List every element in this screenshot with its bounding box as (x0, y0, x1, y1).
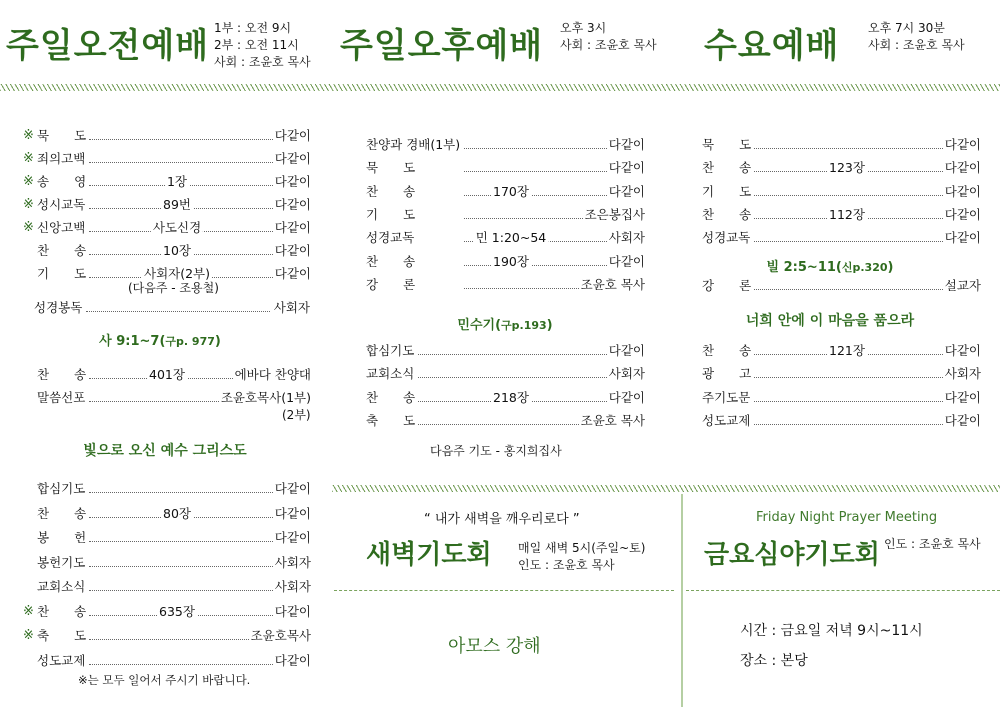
morning-reading-row (34, 298, 310, 318)
order-row (23, 602, 311, 622)
row-leader: 다같이 (607, 252, 645, 272)
row-label: 성경교독 (366, 230, 415, 246)
leader-dots (464, 265, 611, 267)
row-detail: 218장 (491, 388, 531, 408)
row-detail: 121장 (827, 341, 867, 361)
leader-dots (89, 541, 277, 543)
dawn-info-line: 인도 : 조윤호 목사 (518, 558, 615, 572)
row-leader: 다같이 (607, 341, 645, 361)
row-label: 찬 송 (702, 343, 752, 358)
friday-leader: 인도 : 조윤호 목사 (884, 537, 981, 551)
standing-mark: ※ (23, 628, 34, 643)
order-row (37, 577, 311, 597)
order-row (37, 553, 311, 573)
row-leader: 사회자 (607, 228, 645, 248)
order-row (366, 388, 645, 408)
row-label: 광 고 (702, 366, 752, 382)
morning-info-line: 1부 : 오전 9시 (214, 21, 292, 35)
row-leader: 다같이 (943, 182, 981, 202)
row-leader: 다같이 (943, 388, 981, 408)
order-row (37, 479, 311, 499)
order-row (23, 218, 311, 238)
order-row (702, 135, 981, 155)
morning-info-line: 사회 : 조윤호 목사 (214, 55, 311, 69)
order-row (366, 158, 645, 178)
row-detail: 사회자(2부) (142, 264, 212, 284)
row-leader: 조윤호 목사 (579, 411, 645, 431)
order-row (702, 276, 981, 296)
standing-mark: ※ (23, 174, 34, 189)
row-leader: 사회자 (607, 364, 645, 384)
afternoon-next-prayer: 다음주 기도 - 홍지희집사 (430, 444, 562, 458)
order-row (366, 341, 645, 361)
order-row (702, 158, 981, 178)
order-row (702, 182, 981, 202)
leader-dots (754, 195, 947, 197)
order-row (37, 651, 311, 671)
row-label: 말씀선포 (37, 390, 86, 405)
friday-place: 장소 : 본당 (740, 653, 808, 669)
wednesday-scripture: 빌 2:5~11(신p.320) (766, 260, 894, 275)
prayer-next-week: (다음주 - 조용철) (128, 281, 219, 295)
row-leader: 사회자 (273, 577, 311, 597)
order-row (366, 135, 645, 155)
row-leader: 다같이 (943, 411, 981, 431)
row-leader: 다같이 (943, 228, 981, 248)
afternoon-title: 주일오후예배 (340, 26, 544, 66)
row-leader: 다같이 (273, 264, 311, 284)
row-leader: 다같이 (273, 479, 311, 499)
row-leader: 다같이 (273, 218, 311, 238)
order-row (366, 364, 645, 384)
row-label: 봉헌기도 (37, 554, 86, 570)
row-leader: 다같이 (943, 158, 981, 178)
row-leader: 에바다 찬양대 (233, 365, 311, 385)
row-label: 합심기도 (366, 343, 415, 358)
row-label: 강 론 (702, 278, 752, 293)
standing-mark: ※ (23, 603, 34, 619)
order-row (702, 364, 981, 384)
friday-dashed-line (686, 590, 1000, 591)
row-label: 봉 헌 (37, 530, 87, 545)
row-leader: 다같이 (607, 182, 645, 202)
vertical-divider (681, 494, 683, 707)
leader-dots (464, 195, 611, 197)
leader-dots (89, 664, 277, 666)
row-leader: 조은봉집사 (583, 205, 645, 225)
row-label: 찬 송 (366, 253, 416, 269)
order-row (366, 252, 645, 272)
wednesday-info (868, 20, 965, 54)
leader-dots (89, 139, 277, 141)
row-detail: 사도신경 (151, 218, 203, 238)
leader-dots (418, 354, 611, 356)
row-label: 기 도 (366, 206, 416, 222)
morning-info-line: 2부 : 오전 11시 (214, 38, 299, 52)
row-leader: 다같이 (607, 388, 645, 408)
row-leader: 다같이 (943, 135, 981, 155)
row-leader: 다같이 (273, 172, 311, 192)
row-leader: 조윤호목사(1부) (219, 388, 311, 408)
friday-time: 시간 : 금요일 저녁 9시~11시 (740, 623, 923, 639)
order-row (23, 172, 311, 192)
row-label: 찬 송 (702, 206, 752, 222)
order-row (702, 205, 981, 225)
row-detail: 10장 (161, 241, 193, 261)
row-detail: 112장 (827, 205, 867, 225)
row-label: 성시교독 (37, 197, 86, 212)
afternoon-info-line: 오후 3시 (560, 21, 607, 35)
order-row (37, 528, 311, 548)
dawn-info (518, 540, 645, 574)
friday-title: 금요심야기도회 (704, 540, 880, 570)
wednesday-sermon-title: 너희 안에 이 마음을 품으라 (745, 313, 915, 329)
row-label: 기 도 (37, 266, 87, 281)
row-leader: 다같이 (273, 241, 311, 261)
afternoon-info-line: 사회 : 조윤호 목사 (560, 38, 657, 52)
order-row (37, 388, 311, 408)
row-detail: 635장 (157, 602, 197, 622)
row-label: 축 도 (37, 628, 87, 643)
row-label: 죄의고백 (37, 151, 86, 166)
leader-dots (754, 241, 947, 243)
morning-info (214, 20, 311, 71)
order-row (702, 228, 981, 248)
row-leader: 사회자 (272, 298, 310, 318)
leader-dots (754, 401, 947, 403)
leader-dots (464, 148, 611, 150)
standing-mark: ※ (23, 220, 34, 235)
row-label: 묵 도 (702, 137, 752, 152)
row-label: 성도교제 (37, 652, 86, 668)
row-detail: 80장 (161, 504, 193, 524)
row-detail: 170장 (491, 182, 531, 202)
order-row (702, 388, 981, 408)
standing-mark: ※ (23, 197, 34, 212)
leader-dots (754, 289, 947, 291)
wednesday-info-line: 오후 7시 30분 (868, 21, 945, 35)
order-row (23, 149, 311, 169)
row-leader: 사회자 (273, 553, 311, 573)
row-label: 교회소식 (366, 366, 415, 382)
row-leader: 다같이 (943, 205, 981, 225)
second-service-label: (2부) (282, 408, 311, 422)
row-label: 찬 송 (366, 389, 416, 405)
row-label: 찬 송 (37, 505, 87, 521)
leader-dots (89, 590, 277, 592)
order-row (37, 504, 311, 524)
row-label: 성경봉독 (34, 300, 83, 315)
row-leader: 사회자 (943, 364, 981, 384)
row-label: 강 론 (366, 276, 416, 292)
row-detail: 89번 (161, 195, 193, 215)
dawn-dashed-line (334, 590, 674, 591)
order-row (702, 411, 981, 431)
morning-sermon-title: 빛으로 오신 예수 그리스도 (83, 443, 247, 459)
row-leader: 다같이 (607, 158, 645, 178)
order-row (366, 275, 645, 295)
row-label: 축 도 (366, 412, 416, 428)
row-leader: 다같이 (273, 149, 311, 169)
row-label: 찬 송 (702, 160, 752, 176)
wednesday-info-line: 사회 : 조윤호 목사 (868, 38, 965, 52)
row-label: 송 영 (37, 174, 87, 189)
row-label: 성도교제 (702, 412, 751, 428)
row-label: 교회소식 (37, 579, 86, 594)
row-label: 기 도 (702, 183, 752, 199)
wednesday-title: 수요예배 (704, 26, 840, 66)
row-label: 찬 송 (37, 367, 87, 382)
order-row (23, 626, 311, 646)
row-label: 합심기도 (37, 481, 86, 496)
order-row (366, 182, 645, 202)
leader-dots (754, 424, 947, 426)
row-leader: 다같이 (607, 135, 645, 155)
row-label: 묵 도 (366, 160, 416, 176)
row-detail: 민 1:20~54 (474, 228, 549, 248)
row-label: 묵 도 (37, 128, 87, 143)
row-leader: 다같이 (273, 504, 311, 524)
amos-series: 아모스 강해 (448, 636, 541, 657)
leader-dots (754, 148, 947, 150)
row-leader: 조윤호 목사 (579, 275, 645, 295)
standing-mark: ※ (23, 151, 34, 166)
dawn-quote: “ 내가 새벽을 깨우리로다 ” (424, 512, 580, 527)
friday-english-title: Friday Night Prayer Meeting (756, 510, 938, 525)
order-row (366, 411, 645, 431)
row-leader: 다같이 (273, 195, 311, 215)
row-leader: 다같이 (943, 341, 981, 361)
standing-mark: ※ (23, 128, 34, 143)
morning-scripture: 사 9:1~7(구p. 977) (99, 334, 221, 349)
dawn-info-line: 매일 새벽 5시(주일~토) (518, 541, 646, 555)
row-label: 신앙고백 (37, 220, 86, 235)
leader-dots (464, 171, 611, 173)
morning-title: 주일오전예배 (6, 26, 210, 66)
row-leader: 다같이 (273, 602, 311, 622)
row-leader: 다같이 (273, 528, 311, 548)
row-label: 주기도문 (702, 389, 751, 405)
row-label: 찬양과 경배(1부) (366, 137, 461, 152)
leader-dots (89, 162, 277, 164)
row-leader: 다같이 (273, 126, 311, 146)
lower-divider (332, 485, 1000, 492)
row-label: 성경교독 (702, 230, 751, 246)
order-row (37, 241, 311, 261)
afternoon-sermon-title: 민수기(구p.193) (457, 318, 553, 333)
order-row (702, 341, 981, 361)
row-label: 찬 송 (37, 243, 87, 258)
afternoon-info (560, 20, 657, 54)
row-label: 찬 송 (37, 603, 87, 619)
leader-dots (418, 377, 611, 379)
row-leader: 설교자 (943, 276, 981, 296)
leader-dots (754, 377, 947, 379)
row-leader: 다같이 (273, 651, 311, 671)
leader-dots (89, 492, 277, 494)
row-detail: 190장 (491, 252, 531, 272)
order-row (366, 205, 645, 225)
order-row (366, 228, 645, 248)
order-row (23, 195, 311, 215)
standing-footnote: ※는 모두 일어서 주시기 바랍니다. (78, 673, 251, 687)
row-label: 찬 송 (366, 183, 416, 199)
row-detail: 401장 (147, 365, 187, 385)
dawn-title: 새벽기도회 (366, 540, 492, 570)
order-row (37, 365, 311, 385)
row-detail: 123장 (827, 158, 867, 178)
order-row (23, 126, 311, 146)
row-detail: 1장 (165, 172, 189, 192)
row-leader: 조윤호목사 (249, 626, 311, 646)
leader-dots (89, 566, 277, 568)
header-divider (0, 84, 1000, 91)
